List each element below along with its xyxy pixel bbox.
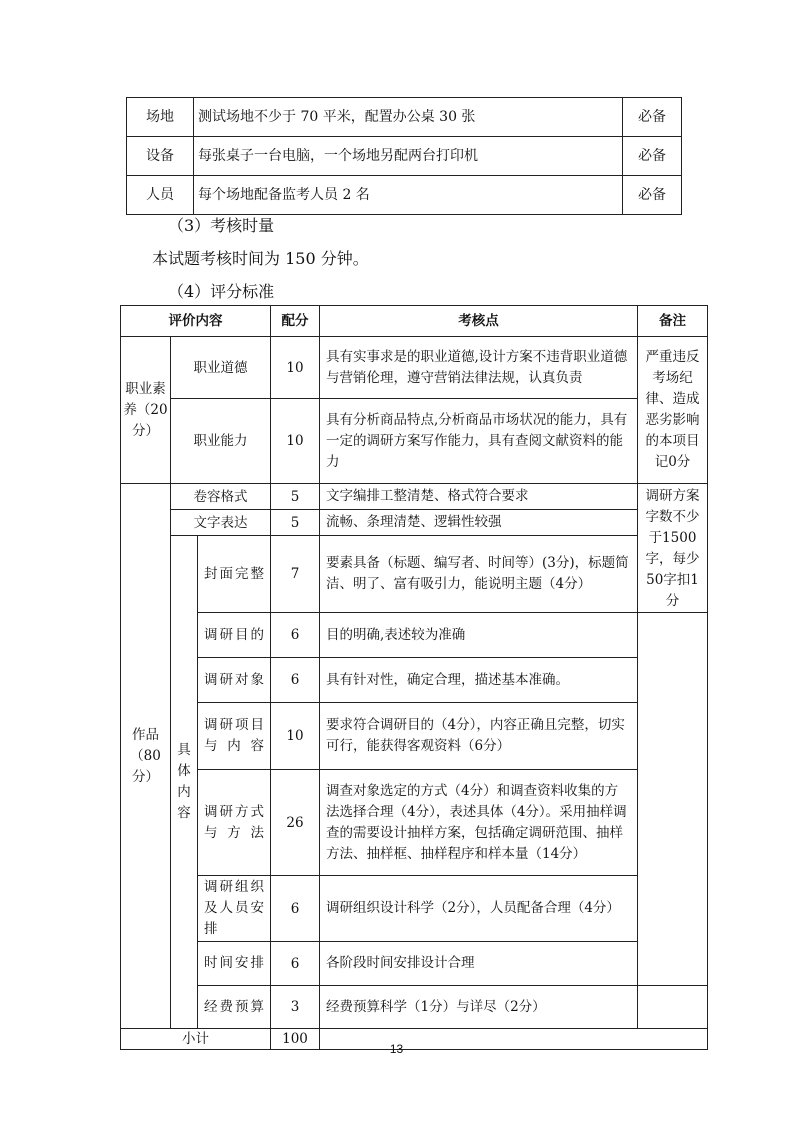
req-note: 必备	[623, 176, 682, 215]
remark-empty	[638, 613, 708, 986]
subtotal-label: 小计	[121, 1029, 271, 1050]
header-remarks: 备注	[638, 306, 708, 337]
page-number: 13	[389, 1042, 404, 1056]
table-row	[121, 986, 708, 1029]
item-points: 6	[271, 876, 320, 942]
item-criteria: 流畅、条理清楚、逻辑性较强	[320, 510, 638, 536]
table-row	[121, 613, 708, 658]
item-points: 5	[271, 484, 320, 510]
section-heading-scoring: （4）评分标准	[168, 282, 275, 301]
item-criteria: 要素具备（标题、编写者、时间等）(3分)，标题简洁、明了、富有吸引力，能说明主题（4分）	[320, 536, 638, 613]
item-points: 10	[271, 337, 320, 399]
requirements-table	[126, 97, 682, 215]
item-points: 26	[271, 770, 320, 876]
item-criteria: 具有分析商品特点,分析商品市场状况的能力，具有一定的调研方案写作能力，具有查阅文献资料的能力	[320, 399, 638, 484]
item-criteria: 各阶段时间安排设计合理	[320, 942, 638, 986]
sub-group-label: 具体内容	[171, 536, 198, 1029]
item-name: 时间安排	[198, 942, 271, 986]
item-name: 职业道德	[171, 337, 271, 399]
item-points: 7	[271, 536, 320, 613]
table-header-row	[121, 306, 708, 337]
group-label-professionalism: 职业素养（20分）	[121, 337, 171, 484]
req-desc: 测试场地不少于 70 平米，配置办公桌 30 张	[194, 98, 623, 137]
req-item: 人员	[127, 176, 194, 215]
req-desc: 每张桌子一台电脑，一个场地另配两台打印机	[194, 137, 623, 176]
item-criteria: 要求符合调研目的（4分），内容正确且完整，切实可行，能获得客观资料（6分）	[320, 703, 638, 770]
table-row	[121, 942, 708, 986]
header-criteria: 考核点	[320, 306, 638, 337]
header-points: 配分	[271, 306, 320, 337]
item-criteria: 目的明确,表述较为准确	[320, 613, 638, 658]
duration-text: 本试题考核时间为 150 分钟。	[152, 249, 369, 268]
item-name: 调研项目与内容	[198, 703, 271, 770]
req-note: 必备	[623, 137, 682, 176]
table-row	[121, 536, 708, 613]
scoring-table	[120, 305, 708, 1050]
item-points: 5	[271, 510, 320, 536]
item-points: 3	[271, 986, 320, 1029]
item-name: 卷容格式	[171, 484, 271, 510]
table-row	[121, 770, 708, 876]
table-row	[121, 876, 708, 942]
item-criteria: 经费预算科学（1分）与详尽（2分）	[320, 986, 638, 1029]
item-name: 经费预算	[198, 986, 271, 1029]
item-name: 调研方式与方法	[198, 770, 271, 876]
table-row	[127, 137, 682, 176]
table-row	[121, 399, 708, 484]
item-name: 职业能力	[171, 399, 271, 484]
item-points: 6	[271, 942, 320, 986]
table-row	[121, 510, 708, 536]
item-name: 文字表达	[171, 510, 271, 536]
item-criteria: 具有针对性，确定合理，描述基本准确。	[320, 658, 638, 703]
item-name: 调研目的	[198, 613, 271, 658]
item-name: 调研对象	[198, 658, 271, 703]
table-row	[121, 703, 708, 770]
req-desc: 每个场地配备监考人员 2 名	[194, 176, 623, 215]
remark-word-count: 调研方案字数不少于1500字，每少50字扣1分	[638, 484, 708, 613]
remark-professionalism: 严重违反考场纪律、造成恶劣影响的本项目记0分	[638, 337, 708, 484]
table-row	[127, 176, 682, 215]
item-points: 6	[271, 658, 320, 703]
item-criteria: 文字编排工整清楚、格式符合要求	[320, 484, 638, 510]
table-row	[127, 98, 682, 137]
item-name: 封面完整	[198, 536, 271, 613]
item-points: 10	[271, 399, 320, 484]
item-points: 6	[271, 613, 320, 658]
section-heading-duration: （3）考核时量	[168, 216, 275, 235]
table-row	[121, 337, 708, 399]
item-name: 调研组织及人员安排	[198, 876, 271, 942]
item-points: 10	[271, 703, 320, 770]
subtotal-points: 100	[271, 1029, 320, 1050]
header-content: 评价内容	[121, 306, 271, 337]
remark-empty	[638, 986, 708, 1029]
table-row	[121, 484, 708, 510]
table-row	[121, 658, 708, 703]
req-item: 场地	[127, 98, 194, 137]
item-criteria: 具有实事求是的职业道德,设计方案不违背职业道德与营销伦理，遵守营销法律法规，认真负责	[320, 337, 638, 399]
item-criteria: 调研组织设计科学（2分），人员配备合理（4分）	[320, 876, 638, 942]
item-criteria: 调查对象选定的方式（4分）和调查资料收集的方法选择合理（4分），表述具体（4分）。采用抽样调查的需要设计抽样方案，包括确定调研范围、抽样方法、抽样框、抽样程序和样本量（14分）	[320, 770, 638, 876]
req-item: 设备	[127, 137, 194, 176]
req-note: 必备	[623, 98, 682, 137]
group-label-work: 作品（80分）	[121, 484, 171, 1029]
